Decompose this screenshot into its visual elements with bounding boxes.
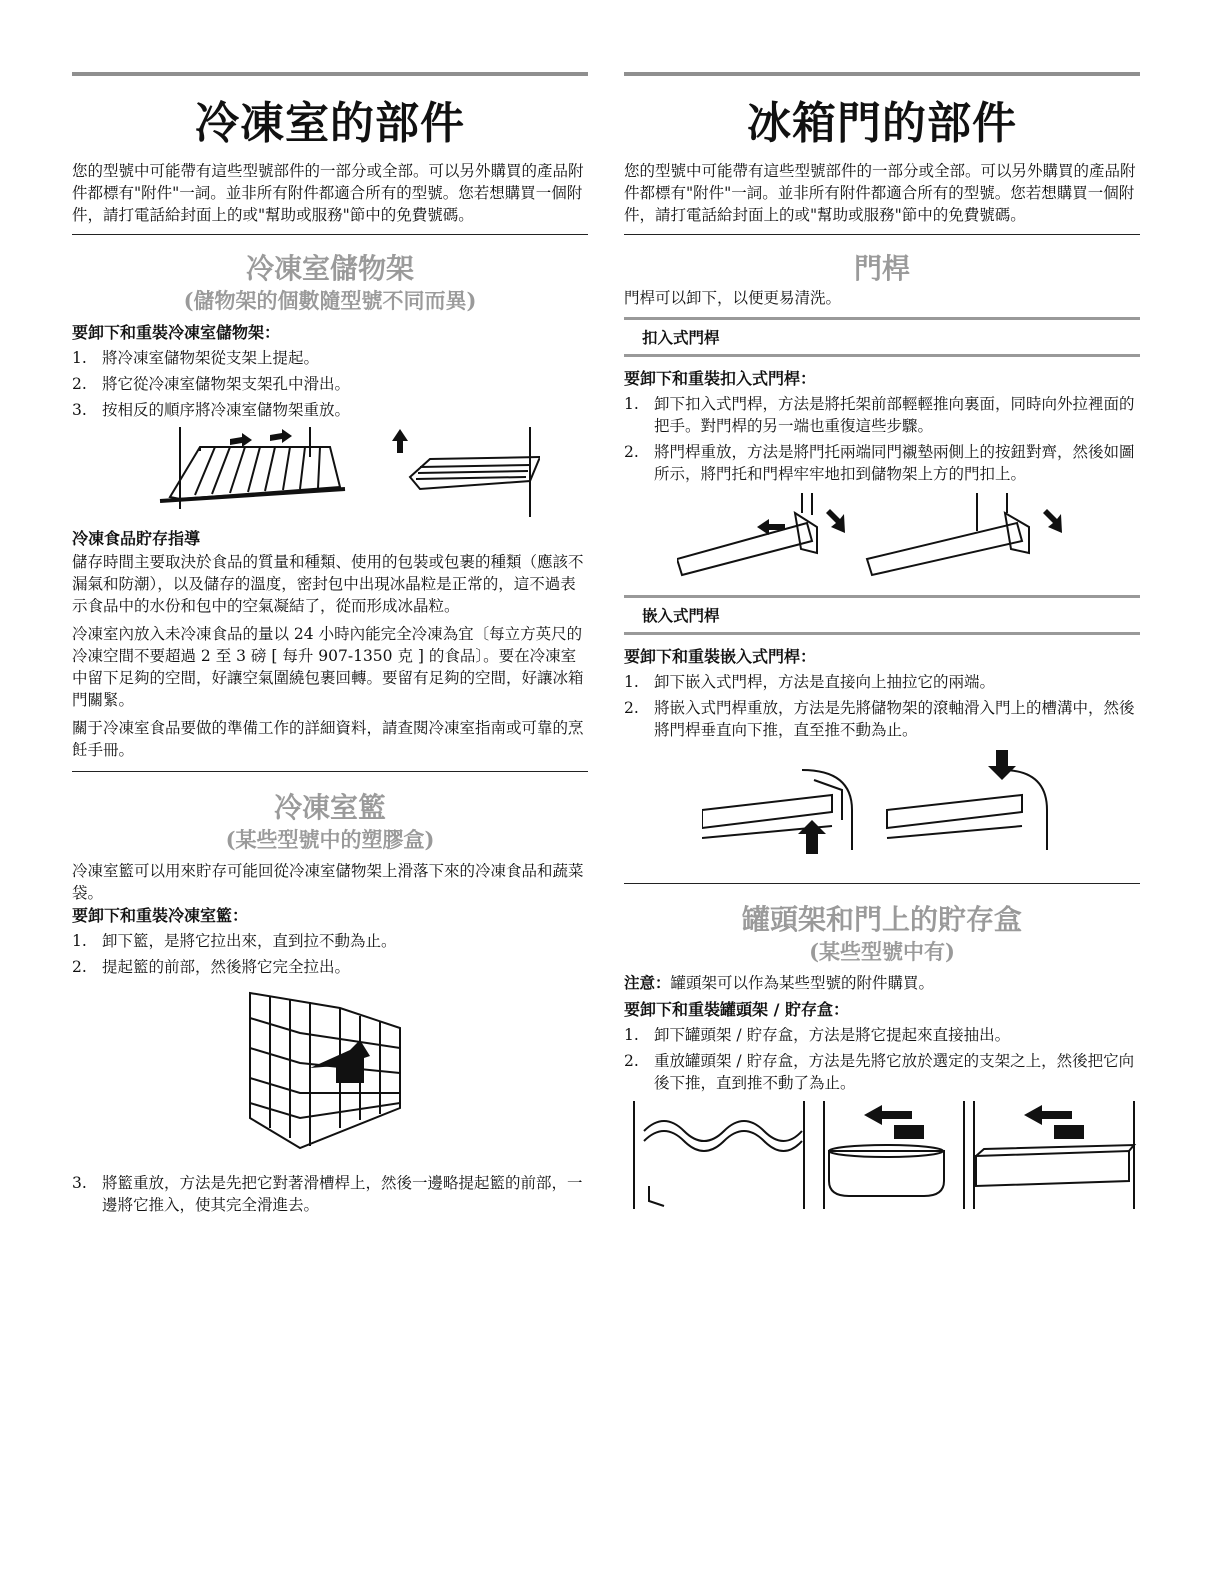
section-subheading: (某些型號中有) [809,939,955,964]
divider [624,234,1140,235]
canrack-illustration [624,1100,1140,1212]
section-subheading: (某些型號中的塑膠盒) [225,827,435,852]
subsection-heading: 嵌入式門桿 [624,595,1140,635]
top-rule [624,72,1140,76]
section-heading: 冷凍室籃 [273,791,386,824]
right-column [624,72,1140,1212]
note-label: 注意： [624,973,671,992]
paragraph: 門桿可以卸下，以便更易清洗。 [624,289,842,307]
wire-basket-icon [240,988,420,1158]
steps-list [624,671,1140,741]
section-heading: 冷凍室儲物架 [245,252,414,285]
list-item: 1. 卸下罐頭架 / 貯存盒，方法是將它提起來直接抽出。 [624,1026,1011,1044]
list-item: 1. 將冷凍室儲物架從支架上提起。 [72,349,320,367]
can-rack-bin-icon [624,1101,1140,1211]
divider [72,771,588,772]
door-rail-icon [677,493,1087,579]
list-item: 2. 提起籃的前部，然後將它完全拉出。 [72,958,351,976]
paragraph: 冷凍室內放入未冷凍食品的量以 24 小時內能完全冷凍為宜〔每立方英尺的冷凍空間不要超過 2 至 3 磅 [ 每升 907-1350 克 ] 的食品〕。要在冷凍室中留下足夠的空間，好讓空氣圍繞包裹回轉。要留有足夠的空間，好讓冰箱門關緊。 [72,625,584,709]
note [624,972,1140,994]
divider [72,234,588,235]
note-text: 罐頭架可以作為某些型號的附件購買。 [670,974,935,992]
steps-list [624,393,1140,485]
snapin-rail-illustration [624,491,1140,581]
instruction-title: 要卸下和重裝嵌入式門桿： [624,647,817,666]
inset-rail-icon [702,750,1062,868]
paragraph: 關于冷凍室食品要做的準備工作的詳細資料，請查閱冷凍室指南或可靠的烹飪手冊。 [72,719,584,759]
list-item: 3. 將籃重放，方法是先把它對著滑槽桿上，然後一邊略提起籃的前部，一邊將它推入，使其完全滑進去。 [72,1174,583,1214]
steps-list [72,1172,588,1216]
wire-shelf-icon [120,427,540,519]
list-item: 2. 重放罐頭架 / 貯存盒，方法是先將它放於選定的支架之上，然後把它向後下推，直到推不動了為止。 [624,1052,1135,1092]
steps-list [72,930,588,978]
intro-text: 您的型號中可能帶有這些型號部件的一部分或全部。可以另外購買的產品附件都標有"附件"一詞。並非所有附件都適合所有的型號。您若想購買一個附件，請打電話給封面上的或"幫助或服務"節中的免費號碼。 [624,162,1136,224]
paragraph: 儲存時間主要取決於食品的質量和種類、使用的包裝或包裹的種類（應該不漏氣和防潮），以及儲存的溫度，密封包中出現冰晶粒是正常的，這不過表示食品中的水份和包中的空氣凝結了，從而形成冰晶粒。 [72,553,584,615]
instruction-title: 要卸下和重裝冷凍室籃： [72,906,249,925]
instruction-title: 要卸下和重裝冷凍室儲物架： [72,323,281,342]
list-item: 1. 卸下籃，是將它拉出來，直到拉不動為止。 [72,932,397,950]
inset-rail-illustration [624,747,1140,871]
list-item: 1. 卸下嵌入式門桿，方法是直接向上抽拉它的兩端。 [624,673,996,691]
steps-list [624,1024,1140,1094]
section-heading: 冷凍食品貯存指導 [72,529,201,548]
shelf-illustration [72,425,588,521]
list-item: 1. 卸下扣入式門桿，方法是將托架前部輕輕推向裏面，同時向外拉裡面的把手。對門桿的另一端也重復這些步驟。 [624,395,1135,435]
instruction-title: 要卸下和重裝罐頭架 / 貯存盒： [624,1000,849,1019]
top-rule [72,72,588,76]
page-title: 冰箱門的部件 [747,98,1017,149]
list-item: 2. 將門桿重放，方法是將門托兩端同門襯墊兩側上的按鈕對齊，然後如圖所示，將門托和門桿牢牢地扣到儲物架上方的門扣上。 [624,443,1135,483]
intro-text: 您的型號中可能帶有這些型號部件的一部分或全部。可以另外購買的產品附件都標有"附件"一詞。並非所有附件都適合所有的型號。您若想購買一個附件，請打電話給封面上的或"幫助或服務"節中的免費號碼。 [72,162,584,224]
section-subheading: (儲物架的個數隨型號不同而異) [183,288,477,313]
instruction-title: 要卸下和重裝扣入式門桿： [624,369,817,388]
section-heading: 罐頭架和門上的貯存盒 [741,903,1022,936]
list-item: 2. 將它從冷凍室儲物架支架孔中滑出。 [72,375,351,393]
subsection-heading: 扣入式門桿 [624,317,1140,357]
page-title: 冷凍室的部件 [195,98,465,149]
divider [624,883,1140,884]
steps-list [72,347,588,421]
basket-illustration [72,984,588,1162]
list-item: 2. 將嵌入式門桿重放，方法是先將儲物架的滾軸滑入門上的槽溝中，然後將門桿垂直向下推，直至推不動為止。 [624,699,1135,739]
paragraph: 冷凍室籃可以用來貯存可能回從冷凍室儲物架上滑落下來的冷凍食品和蔬菜袋。 [72,862,584,902]
list-item: 3. 按相反的順序將冷凍室儲物架重放。 [72,401,351,419]
section-heading: 門桿 [853,252,910,285]
left-column [72,72,588,1220]
